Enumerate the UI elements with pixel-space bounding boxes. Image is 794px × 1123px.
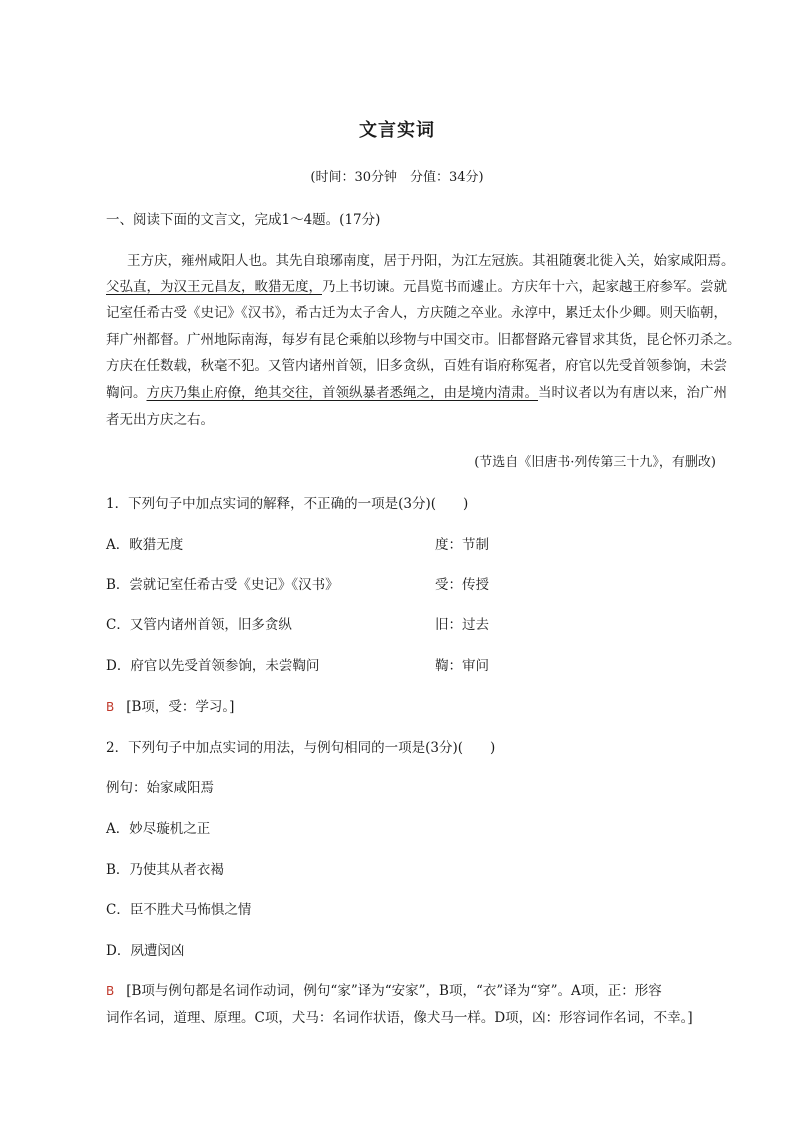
passage-line-5: 方庆在任数载，秋毫不犯。又管内诸州首领，旧多贪纵，百姓有诣府称冤者，府官以先受首领参饷，未尝 — [106, 358, 727, 374]
q2-explanation-line-2: 词作名词，道理、原理。C项，犬马：名词作状语，像犬马一样。D项，凶：形容词作名词，不幸。] — [106, 1010, 693, 1026]
answer-letter: B — [106, 984, 115, 998]
q1-option-c-gloss: 旧：过去 — [435, 617, 489, 633]
underlined-sentence-2: 方庆乃集止府僚，绝其交往，首领纵暴者悉绳之，由是境内清肃。 — [146, 385, 538, 401]
passage-text: 当时议者以为有唐以来，治广州 — [538, 385, 727, 401]
passage-line-4: 拜广州都督。广州地际南海，每岁有昆仑乘舶以珍物与中国交市。旧都督路元睿冒求其货，昆仑怀刃杀之。 — [106, 332, 741, 348]
answer-letter: B — [106, 700, 115, 714]
q1-option-a-gloss: 度：节制 — [435, 537, 489, 553]
passage-line-6 — [106, 381, 727, 401]
q1-answer — [106, 695, 234, 715]
page-title: 文言实词 — [359, 120, 435, 141]
q1-option-a: A．畋猎无度 — [106, 537, 184, 553]
q1-option-d-gloss: 鞫：审问 — [435, 658, 489, 674]
section-heading: 一、阅读下面的文言文，完成1～4题。(17分) — [106, 212, 381, 228]
question-1-stem: 1．下列句子中加点实词的解释，不正确的一项是(3分)( ) — [106, 496, 469, 512]
passage-line-7: 者无出方庆之右。 — [106, 412, 214, 428]
q1-option-b: B．尝就记室任希古受《史记》《汉书》 — [106, 577, 339, 593]
underlined-sentence-1: 父弘直，为汉王元昌友，畋猎无度， — [106, 279, 322, 295]
q2-example: 例句：始家咸阳焉 — [106, 780, 214, 796]
passage-line-1: 王方庆，雍州咸阳人也。其先自琅琊南度，居于丹阳，为江左冠族。其祖随褒北徙入关，始家咸阳焉。 — [127, 253, 735, 269]
q2-option-a: A．妙尽璇机之正 — [106, 821, 211, 837]
q1-option-b-gloss: 受：传授 — [435, 577, 489, 593]
source-citation: (节选自《旧唐书·列传第三十九》，有删改) — [474, 455, 716, 470]
q2-option-c: C．臣不胜犬马怖惧之情 — [106, 902, 252, 918]
time-score-info: (时间：30分钟 分值：34分) — [310, 170, 484, 185]
passage-line-2 — [106, 275, 727, 295]
passage-line-3: 记室任希古受《史记》《汉书》，希古迁为太子舍人，方庆随之卒业。永淳中，累迁太仆少卿。则天临朝， — [106, 305, 727, 321]
q1-option-d: D．府官以先受首领参饷，未尝鞫问 — [106, 658, 320, 674]
q2-option-b: B．乃使其从者衣褐 — [106, 862, 224, 878]
passage-text: 乃上书切谏。元昌览书而遽止。方庆年十六，起家越王府参军。尝就 — [322, 279, 727, 295]
q2-option-d: D．夙遭闵凶 — [106, 943, 185, 959]
q1-option-c: C．又管内诸州首领，旧多贪纵 — [106, 617, 292, 633]
passage-text: 鞫问。 — [106, 385, 147, 401]
q2-answer — [106, 979, 662, 999]
q1-explanation: [B项，受：学习。] — [126, 699, 235, 715]
question-2-stem: 2．下列句子中加点实词的用法，与例句相同的一项是(3分)( ) — [106, 740, 496, 756]
q2-explanation-line-1: [B项与例句都是名词作动词，例句“家”译为“安家”，B项，“衣”译为“穿”。A项，正：形容 — [126, 983, 662, 999]
